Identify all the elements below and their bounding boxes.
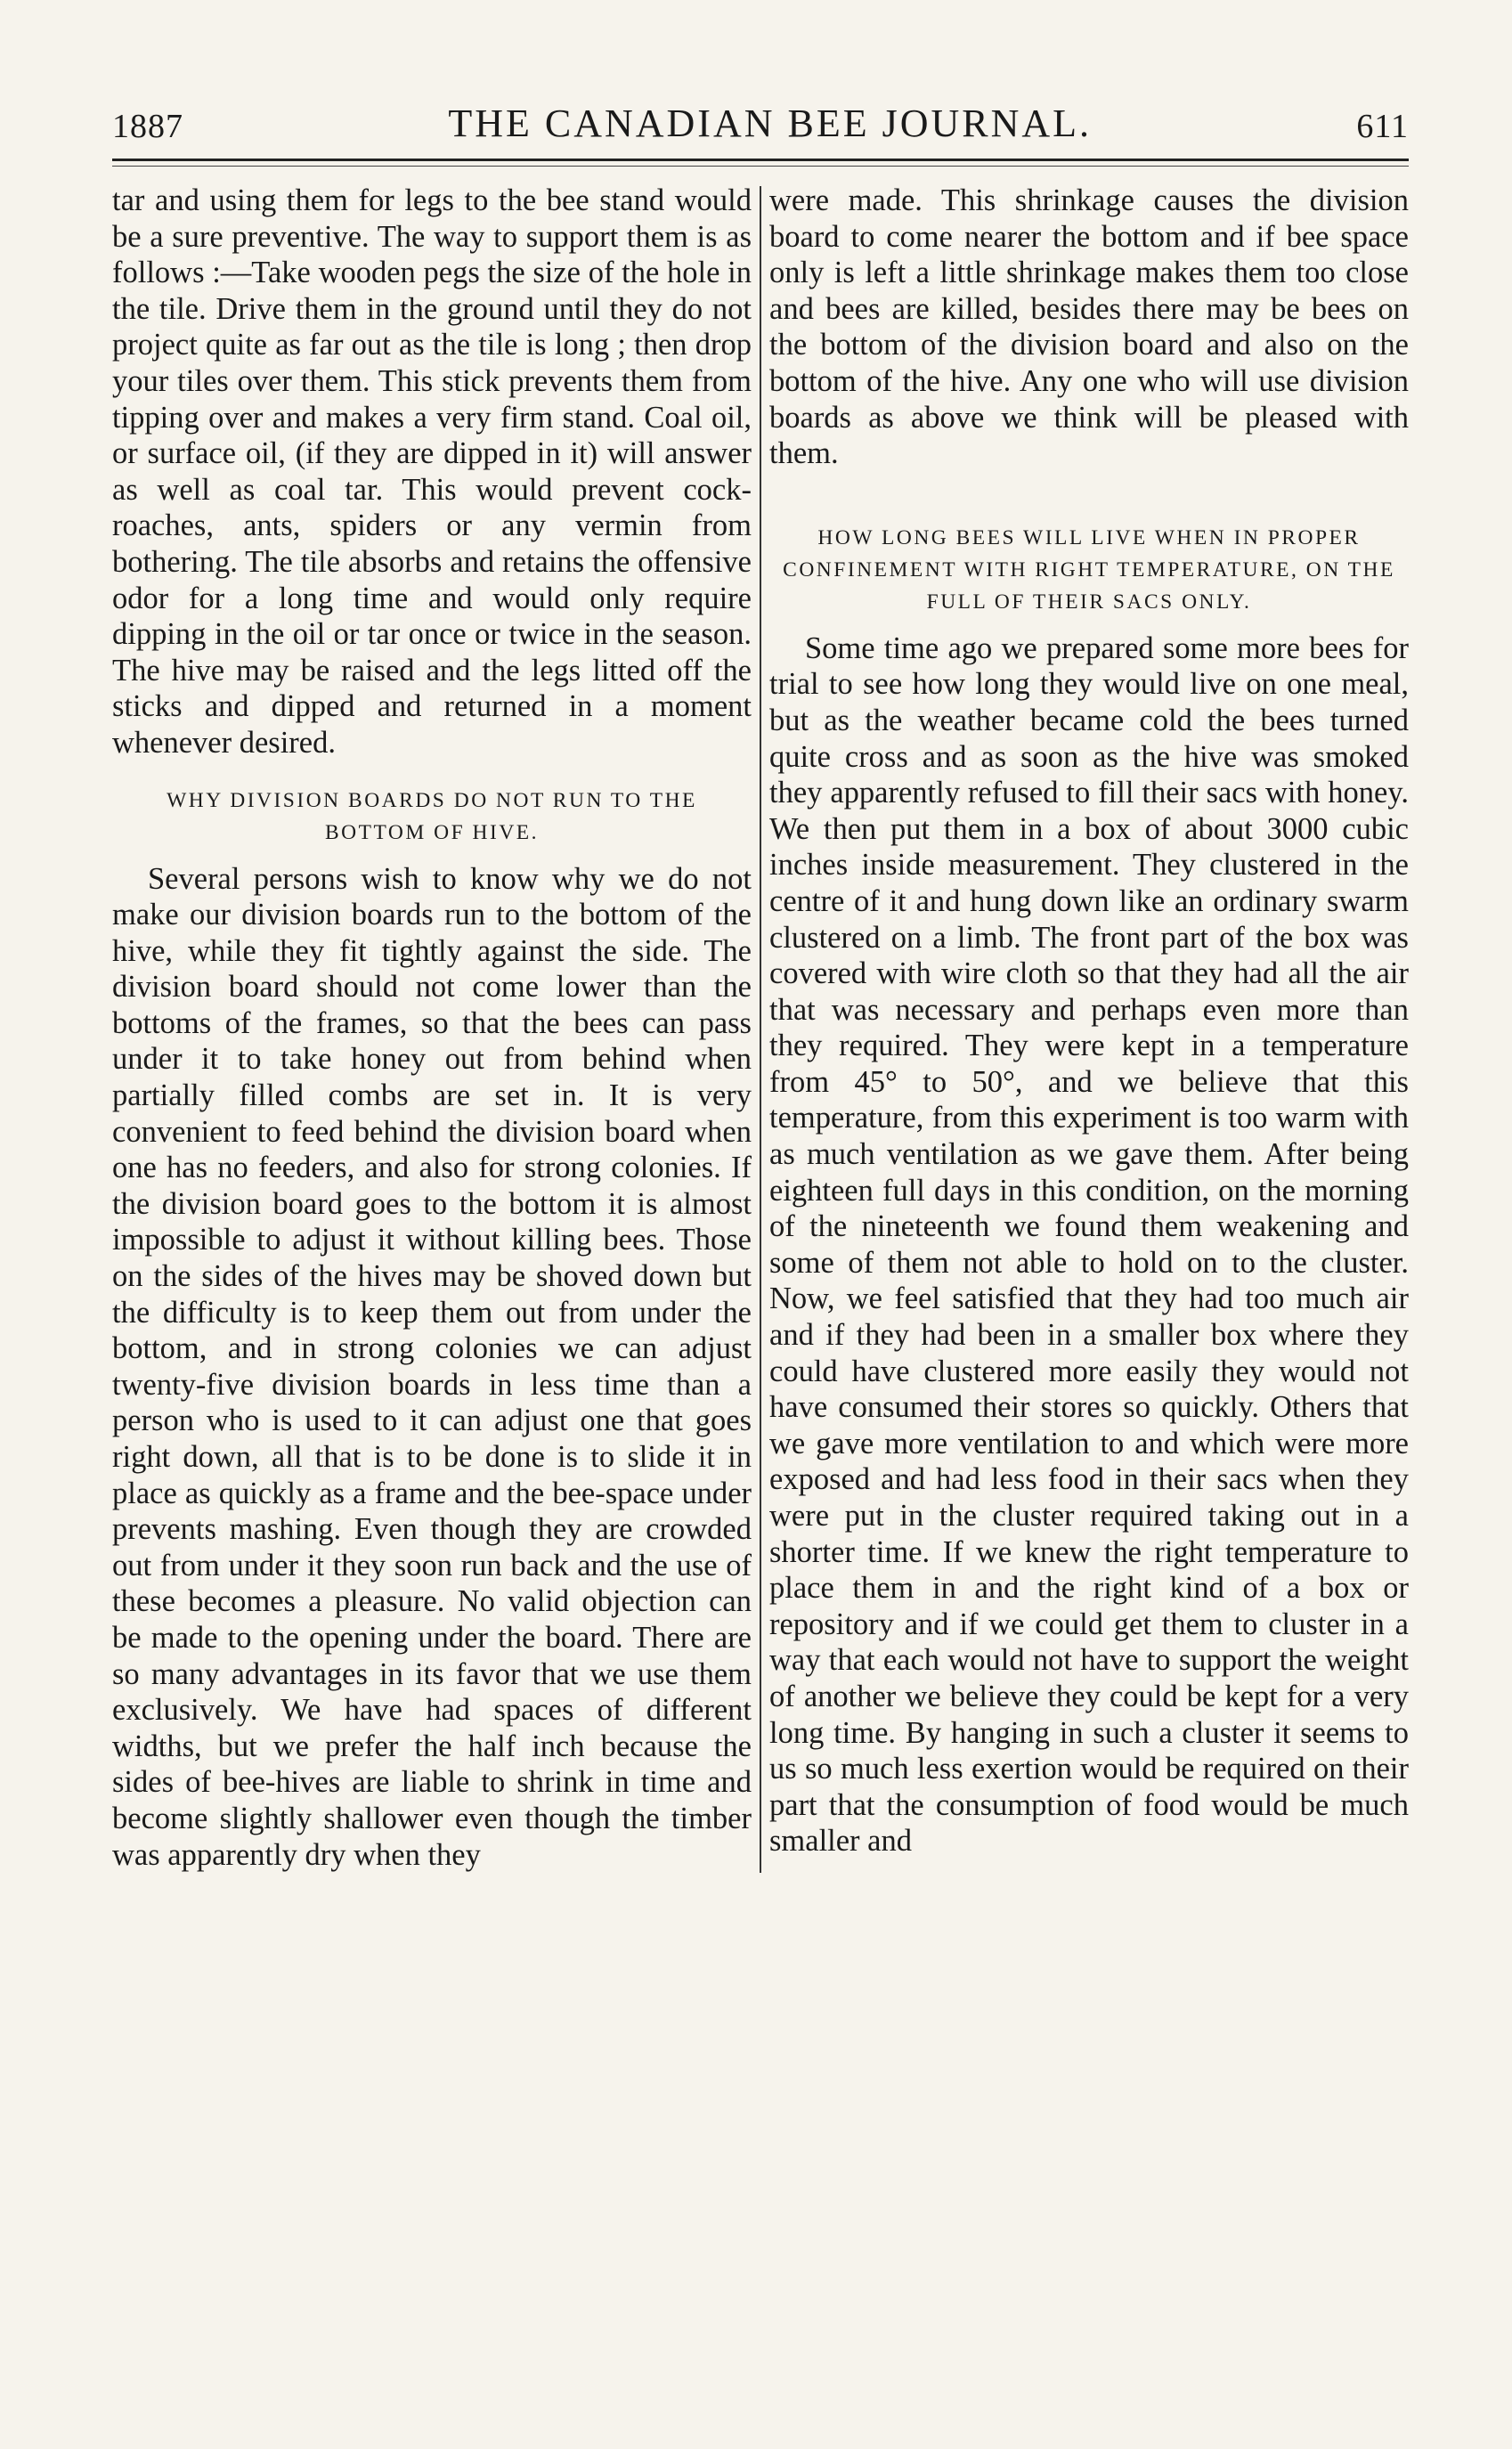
page-header	[112, 89, 1409, 146]
header-rule	[112, 159, 1409, 161]
section-heading-bees-confinement: HOW LONG BEES WILL LIVE WHEN IN PROPER CONFINEMENT WITH RIGHT TEMPERATURE, ON THE FULL OF THEIR SACS ONLY.	[783, 525, 1395, 614]
header-year: 1887	[112, 108, 183, 145]
right-paragraph-continued: were made. This shrinkage causes the division board to come nearer the bottom and if bee space only is left a little shrinkage makes them too close and bees are killed, besides there may be bees on the bottom of the division board and also on the bottom of the hive. Any one who will use division boards as above we think will be pleased with them.	[769, 183, 1409, 471]
section-heading-division-boards: WHY DIVISION BOARDS DO NOT RUN TO THE BOTTOM OF HIVE.	[167, 788, 697, 844]
left-column	[112, 183, 752, 1873]
column-divider	[760, 186, 761, 1873]
page-number: 611	[1356, 108, 1409, 145]
article-columns	[112, 183, 1409, 1873]
right-paragraph-bees-confinement: Some time ago we prepared some more bees for trial to see how long they would live on one meal, but as the weather became cold the bees turned quite cross and as soon as the hive was smoked they apparently refused to fill their sacs with honey. We then put them in a box of about 3000 cubic inches inside measurement. They clustered in the centre of it and hung down like an ordinary swarm clustered on a limb. The front part of the box was covered with wire cloth so that they had all the air that was necessary and perhaps even more than they required. They were kept in a temperature from 45° to 50°, and we believe that this temperature, from this experiment is too warm with as much ventilation as we gave them. After being eighteen full days in this condition, on the morning of the nineteenth we found them weakening and some of them not able to hold on to the cluster. Now, we feel satisfied that they had too much air and if they had been in a smaller box where they could have clustered more easily they would not have consumed their stores so quickly. Others that we gave more ventilation to and which were more exposed and had less food in their sacs when they were put in the cluster required taking out in a shorter time. If we knew the right temperature to place them in and the right kind of a box or repository and if we could get them to cluster in a way that each would not have to support the weight of another we believe they could be kept for a very long time. By hanging in such a cluster it seems to us so much less exertion would be required on their part that the consumption of food would be much smaller and	[769, 631, 1409, 1859]
left-paragraph-division-boards: Several persons wish to know why we do not make our division boards run to the bottom of the hive, while they fit tightly against the side. The division board should not come lower than the bottoms of the frames, so that the bees can pass under it to take honey out from behind when partially filled combs are set in. It is very convenient to feed behind the division board when one has no feeders, and also for strong colonies. If the division board goes to the bottom it is almost impossible to adjust it without killing bees. Those on the sides of the hives may be shoved down but the difficulty is to keep them out from under the bottom, and in strong colonies we can adjust twenty-five division boards in less time than a person who is used to it can adjust one that goes right down, all that is to be done is to slide it in place as quickly as a frame and the bee-space under prevents mashing. Even though they are crowded out from under it they soon run back and the use of these becomes a pleasure. No valid objection can be made to the opening under the board. There are so many advantages in its favor that we use them exclusively. We have had spaces of different widths, but we prefer the half inch because the sides of bee-hives are liable to shrink in time and become slightly shallower even though the timber was apparently dry when they	[112, 861, 752, 1872]
header-rule-thin	[112, 166, 1409, 167]
journal-title: THE CANADIAN BEE JOURNAL.	[448, 102, 1093, 145]
right-column	[769, 183, 1409, 1873]
left-paragraph-continued: tar and using them for legs to the bee stand would be a sure preventive. The way to support them is as follows :—Take wooden pegs the size of the hole in the tile. Drive them in the ground until they do not project quite as far out as the tile is long ; then drop your tiles over them. This stick prevents them from tipping over and makes a very firm stand. Coal oil, or surface oil, (if they are dipped in it) will answer as well as coal tar. This would prevent cock-roaches, ants, spiders or any vermin from bothering. The tile absorbs and retains the offensive odor for a long time and would only require dipping in the oil or tar once or twice in the season. The hive may be raised and the legs litted off the sticks and dipped and returned in a moment whenever desired.	[112, 183, 752, 760]
